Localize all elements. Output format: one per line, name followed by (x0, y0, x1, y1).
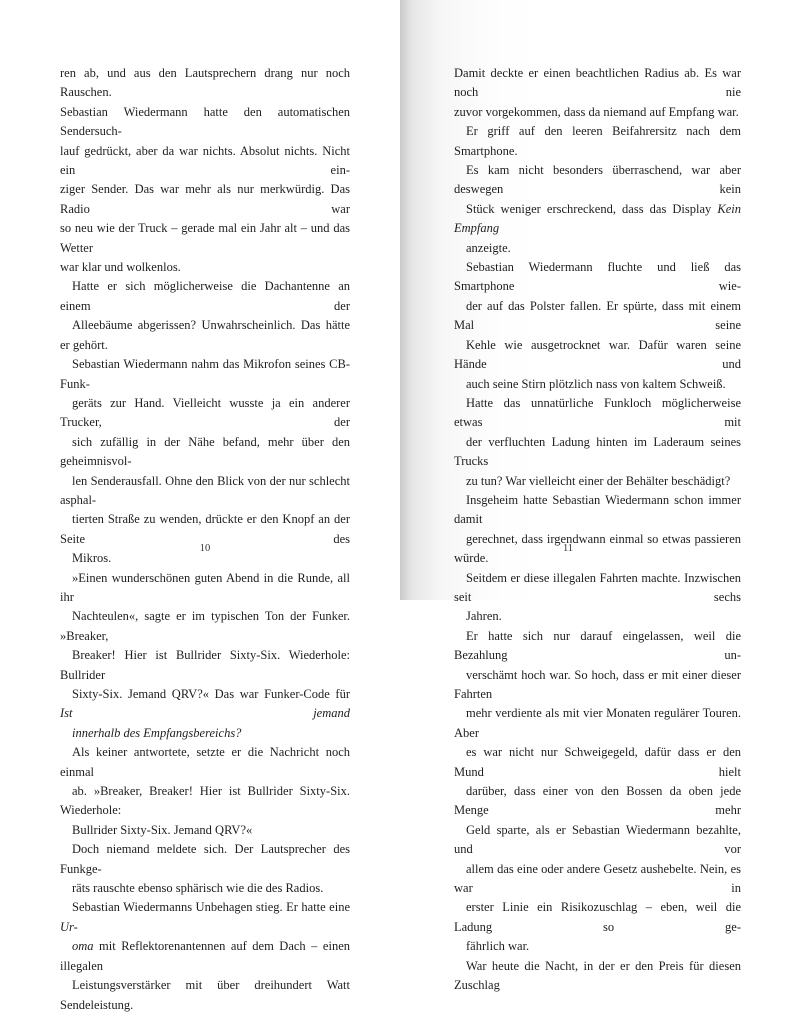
paragraph: Sebastian Wiedermann fluchte und ließ das Smartphone wie- der auf das Polster fallen. Er spürte, dass mit einem Mal seine Kehle wie ausgetrocknet war. Dafür waren seine Hände und auch seine Stirn plötzlich nass von kaltem Schweiß. (454, 260, 741, 391)
paragraph: Doch niemand meldete sich. Der Lautsprecher des Funkge- räts rauschte ebenso sphärisch wie die des Radios. (60, 842, 350, 896)
paragraph: Hatte das unnatürliche Funkloch möglicherweise etwas mit der verfluchten Ladung hinten im Laderaum seines Trucks zu tun? War vielleicht einer der Behälter beschädigt? (454, 395, 741, 488)
paragraph: Sebastian Wiedermann nahm das Mikrofon seines CB-Funk- geräts zur Hand. Vielleicht wusste ja ein anderer Trucker, der sich zufällig in der Nähe befand, mehr über den geheimnisvol- len Senderausfall. Ohne den Blick von der nur schlecht asphal- tierten Straße zu wenden, drückte er den Knopf an der Seite des Mikros. (60, 357, 350, 566)
page-number: 11 (562, 543, 574, 554)
paragraph: ren ab, und aus den Lautsprechern drang nur noch Rauschen. Sebastian Wiedermann hatte den automatischen Sendersuch- lauf gedrückt, aber da war nichts. Absolut nichts. Nicht ein ein- ziger Sender. Das war mehr als nur merkwürdig. Das Radio war so neu wie der Truck – gerade mal ein Jahr alt – und das Wetter war klar und wolkenlos. (60, 66, 350, 275)
right-page-text (454, 64, 741, 996)
left-page-text (60, 64, 350, 1015)
right-page (400, 0, 799, 993)
paragraph: Er griff auf den leeren Beifahrersitz nach dem Smartphone. Es kam nicht besonders überraschend, war aber deswegen kein Stück weniger erschreckend, dass das Display Kein Empfang anzeigte. (454, 124, 741, 255)
paragraph: War heute die Nacht, in der er den Preis für diesen Zuschlag (454, 958, 741, 993)
paragraph: Als keiner antwortete, setzte er die Nachricht noch einmal ab. »Breaker, Breaker! Hier ist Bullrider Sixty-Six. Wiederhole: Bullrider Sixty-Six. Jemand QRV?« (60, 745, 350, 837)
paragraph: »Einen wunderschönen guten Abend in die Runde, all ihr Nachteulen«, sagte er im typischen Ton der Funker. »Breaker, Breaker! Hier ist Bullrider Sixty-Six. Wiederhole: Bullrider Sixty-Six. Jemand QRV?« Das war Funker-Code für Ist jemand innerhalb des Empfangsbereichs? (60, 570, 350, 740)
left-page (0, 0, 400, 1012)
paragraph: Sebastian Wiedermanns Unbehagen stieg. Er hatte eine Ur- oma mit Reflektorenantennen auf dem Dach – einen illegalen Leistungsverstärker mit über dreihundert Watt Sendeleistung. (60, 900, 350, 1012)
paragraph: Damit deckte er einen beachtlichen Radius ab. Es war noch nie zuvor vorgekommen, dass da niemand auf Empfang war. (454, 66, 741, 119)
paragraph: Hatte er sich möglicherweise die Dachantenne an einem der Alleebäume abgerissen? Unwahrscheinlich. Das hätte er gehört. (60, 279, 350, 352)
paragraph: Insgeheim hatte Sebastian Wiedermann schon immer damit gerechnet, dass irgendwann einmal so etwas passieren würde. Seitdem er diese illegalen Fahrten machte. Inzwischen seit sechs Jahren. (454, 492, 741, 624)
paragraph: Er hatte sich nur darauf eingelassen, weil die Bezahlung un- verschämt hoch war. So hoch, dass er mit einer dieser Fahrten mehr verdiente als mit vier Monaten regulärer Touren. Aber es war nicht nur Schweigegeld, dafür dass er den Mund hielt darüber, dass einer von den Bossen da oben jede Menge mehr Geld sparte, als er Sebastian Wiedermann bezahlte, und vor allem das eine oder andere Gesetz aushebelte. Nein, es war in erster Linie ein Risikozuschlag – eben, weil die Ladung so ge- fährlich war. (454, 628, 741, 954)
page-number: 10 (199, 543, 211, 554)
